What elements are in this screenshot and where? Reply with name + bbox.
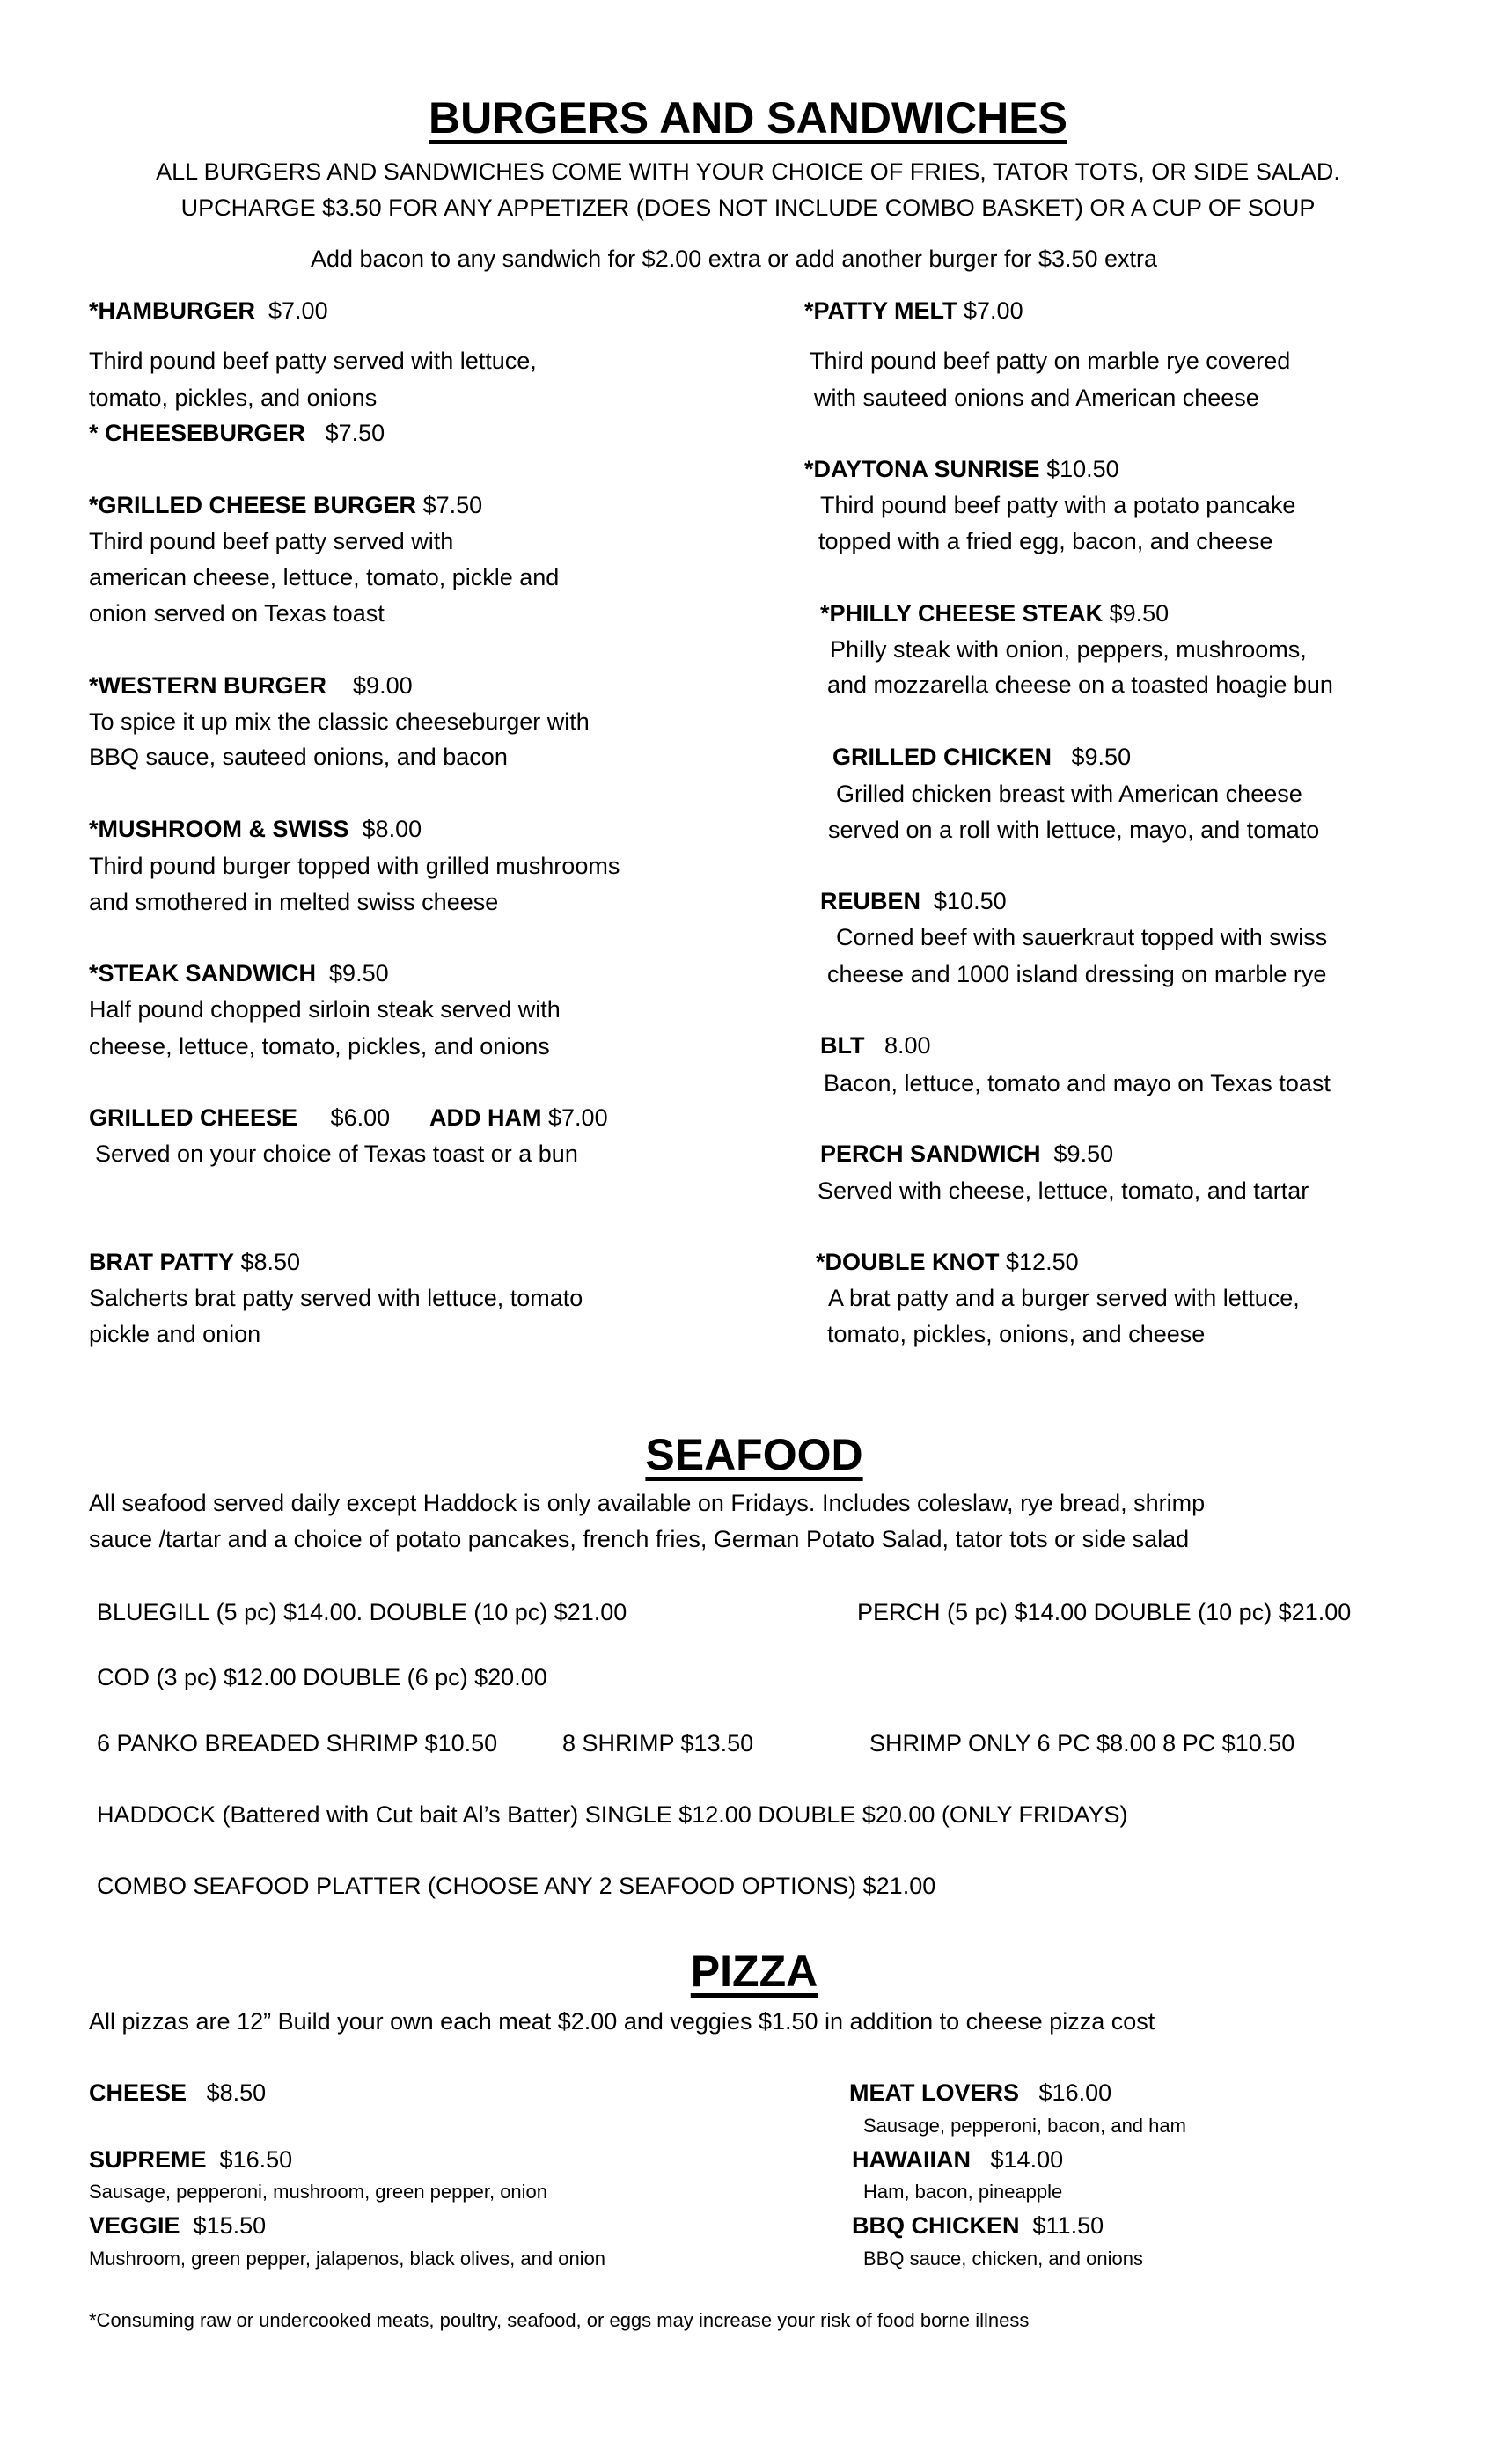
- menu-item-add-ham: ADD HAM $7.00: [429, 1104, 608, 1131]
- item-desc: Bacon, lettuce, tomato and mayo on Texas toast: [824, 1070, 1331, 1096]
- pizza-desc-supreme: Sausage, pepperoni, mushroom, green pepper, onion: [89, 2181, 548, 2203]
- section-title-pizza: PIZZA: [690, 1947, 818, 1996]
- seafood-item-haddock: HADDOCK (Battered with Cut bait Al’s Batter) SINGLE $12.00 DOUBLE $20.00 (ONLY FRIDAYS): [97, 1801, 1128, 1828]
- item-desc: Half pound chopped sirloin steak served with: [89, 996, 561, 1023]
- menu-item-grilled-cheese-burger: *GRILLED CHEESE BURGER $7.50: [89, 492, 483, 518]
- item-desc: with sauteed onions and American cheese: [814, 385, 1259, 411]
- menu-item-perch-sandwich: PERCH SANDWICH $9.50: [820, 1140, 1114, 1167]
- seafood-item-bluegill: BLUEGILL (5 pc) $14.00. DOUBLE (10 pc) $21.00: [97, 1599, 627, 1625]
- item-desc: Served on your choice of Texas toast or a bun: [95, 1140, 578, 1167]
- seafood-desc-1: All seafood served daily except Haddock is only available on Fridays. Includes coleslaw, rye bread, shrimp: [89, 1490, 1206, 1516]
- item-desc: A brat patty and a burger served with lettuce,: [828, 1285, 1300, 1311]
- menu-item-grilled-chicken: GRILLED CHICKEN $9.50: [832, 744, 1132, 770]
- pizza-desc-veggie: Mushroom, green pepper, jalapenos, black olives, and onion: [89, 2248, 606, 2270]
- item-desc: Salcherts brat patty served with lettuce, tomato: [89, 1285, 583, 1311]
- pizza-item-cheese: CHEESE $8.50: [89, 2079, 267, 2106]
- item-desc: Third pound beef patty with a potato pancake: [820, 492, 1296, 518]
- menu-item-daytona-sunrise: *DAYTONA SUNRISE $10.50: [804, 456, 1119, 482]
- item-desc: To spice it up mix the classic cheeseburger with: [89, 708, 590, 735]
- item-desc: Served with cheese, lettuce, tomato, and tartar: [818, 1177, 1309, 1204]
- menu-item-steak-sandwich: *STEAK SANDWICH $9.50: [89, 960, 389, 986]
- item-desc: Third pound burger topped with grilled mushrooms: [89, 853, 620, 879]
- item-desc: pickle and onion: [89, 1321, 261, 1347]
- item-desc: Corned beef with sauerkraut topped with swiss: [836, 924, 1328, 950]
- seafood-item-8-shrimp: 8 SHRIMP $13.50: [562, 1730, 754, 1756]
- pizza-desc: All pizzas are 12” Build your own each meat $2.00 and veggies $1.50 in addition to cheese pizza cost: [89, 2008, 1155, 2035]
- pizza-item-veggie: VEGGIE $15.50: [89, 2212, 267, 2239]
- item-desc: Third pound beef patty served with lettuce,: [89, 348, 537, 374]
- seafood-item-combo-platter: COMBO SEAFOOD PLATTER (CHOOSE ANY 2 SEAFOOD OPTIONS) $21.00: [97, 1873, 936, 1899]
- pizza-desc-bbq-chicken: BBQ sauce, chicken, and onions: [863, 2248, 1143, 2270]
- seafood-item-cod: COD (3 pc) $12.00 DOUBLE (6 pc) $20.00: [97, 1664, 547, 1690]
- seafood-desc-2: sauce /tartar and a choice of potato pancakes, french fries, German Potato Salad, tator tots or side salad: [89, 1526, 1190, 1552]
- item-desc: Philly steak with onion, peppers, mushrooms,: [830, 636, 1307, 663]
- burgers-intro-1: ALL BURGERS AND SANDWICHES COME WITH YOUR CHOICE OF FRIES, TATOR TOTS, OR SIDE SALAD.: [156, 158, 1340, 185]
- pizza-item-meat-lovers: MEAT LOVERS $16.00: [849, 2079, 1112, 2106]
- section-title-burgers: BURGERS AND SANDWICHES: [429, 93, 1067, 143]
- menu-item-patty-melt: *PATTY MELT $7.00: [804, 297, 1023, 324]
- item-desc: american cheese, lettuce, tomato, pickle and: [89, 564, 560, 590]
- item-desc: cheese and 1000 island dressing on marble rye: [827, 961, 1327, 987]
- item-desc: Third pound beef patty served with: [89, 528, 454, 554]
- item-desc: tomato, pickles, and onions: [89, 385, 378, 411]
- item-desc: tomato, pickles, onions, and cheese: [827, 1321, 1206, 1347]
- menu-item-hamburger: *HAMBURGER $7.00: [89, 297, 328, 324]
- menu-item-philly-cheese-steak: *PHILLY CHEESE STEAK $9.50: [820, 600, 1170, 627]
- item-desc: and mozzarella cheese on a toasted hoagie bun: [827, 671, 1333, 698]
- item-desc: and smothered in melted swiss cheese: [89, 889, 499, 915]
- section-title-seafood: SEAFOOD: [645, 1430, 863, 1479]
- menu-item-western-burger: *WESTERN BURGER $9.00: [89, 672, 413, 699]
- item-desc: topped with a fried egg, bacon, and cheese: [818, 528, 1273, 554]
- item-desc: Grilled chicken breast with American cheese: [836, 781, 1302, 807]
- pizza-desc-hawaiian: Ham, bacon, pineapple: [863, 2181, 1063, 2203]
- food-safety-footnote: *Consuming raw or undercooked meats, poultry, seafood, or eggs may increase your risk of food borne illness: [89, 2309, 1030, 2331]
- item-desc: cheese, lettuce, tomato, pickles, and onions: [89, 1033, 550, 1060]
- item-desc: onion served on Texas toast: [89, 600, 385, 627]
- menu-item-brat-patty: BRAT PATTY $8.50: [89, 1249, 301, 1275]
- pizza-item-bbq-chicken: BBQ CHICKEN $11.50: [852, 2212, 1104, 2239]
- seafood-item-panko-shrimp: 6 PANKO BREADED SHRIMP $10.50: [97, 1730, 498, 1756]
- seafood-item-perch: PERCH (5 pc) $14.00 DOUBLE (10 pc) $21.00: [857, 1599, 1352, 1625]
- menu-item-reuben: REUBEN $10.50: [820, 888, 1007, 914]
- menu-item-cheeseburger: * CHEESEBURGER $7.50: [89, 420, 385, 446]
- menu-item-blt: BLT 8.00: [820, 1032, 931, 1059]
- item-desc: BBQ sauce, sauteed onions, and bacon: [89, 744, 508, 770]
- menu-item-mushroom-swiss: *MUSHROOM & SWISS $8.00: [89, 816, 422, 842]
- pizza-item-supreme: SUPREME $16.50: [89, 2146, 293, 2173]
- burgers-intro-2: UPCHARGE $3.50 FOR ANY APPETIZER (DOES NOT INCLUDE COMBO BASKET) OR A CUP OF SOUP: [180, 194, 1316, 221]
- item-desc: Third pound beef patty on marble rye covered: [810, 348, 1291, 374]
- seafood-item-shrimp-only: SHRIMP ONLY 6 PC $8.00 8 PC $10.50: [869, 1730, 1295, 1756]
- pizza-item-hawaiian: HAWAIIAN $14.00: [852, 2146, 1064, 2173]
- burgers-intro-3: Add bacon to any sandwich for $2.00 extra or add another burger for $3.50 extra: [310, 246, 1158, 272]
- item-desc: served on a roll with lettuce, mayo, and tomato: [828, 817, 1320, 843]
- pizza-desc-meat-lovers: Sausage, pepperoni, bacon, and ham: [863, 2115, 1186, 2137]
- menu-item-grilled-cheese: GRILLED CHEESE $6.00: [89, 1104, 391, 1131]
- menu-item-double-knot: *DOUBLE KNOT $12.50: [816, 1249, 1079, 1275]
